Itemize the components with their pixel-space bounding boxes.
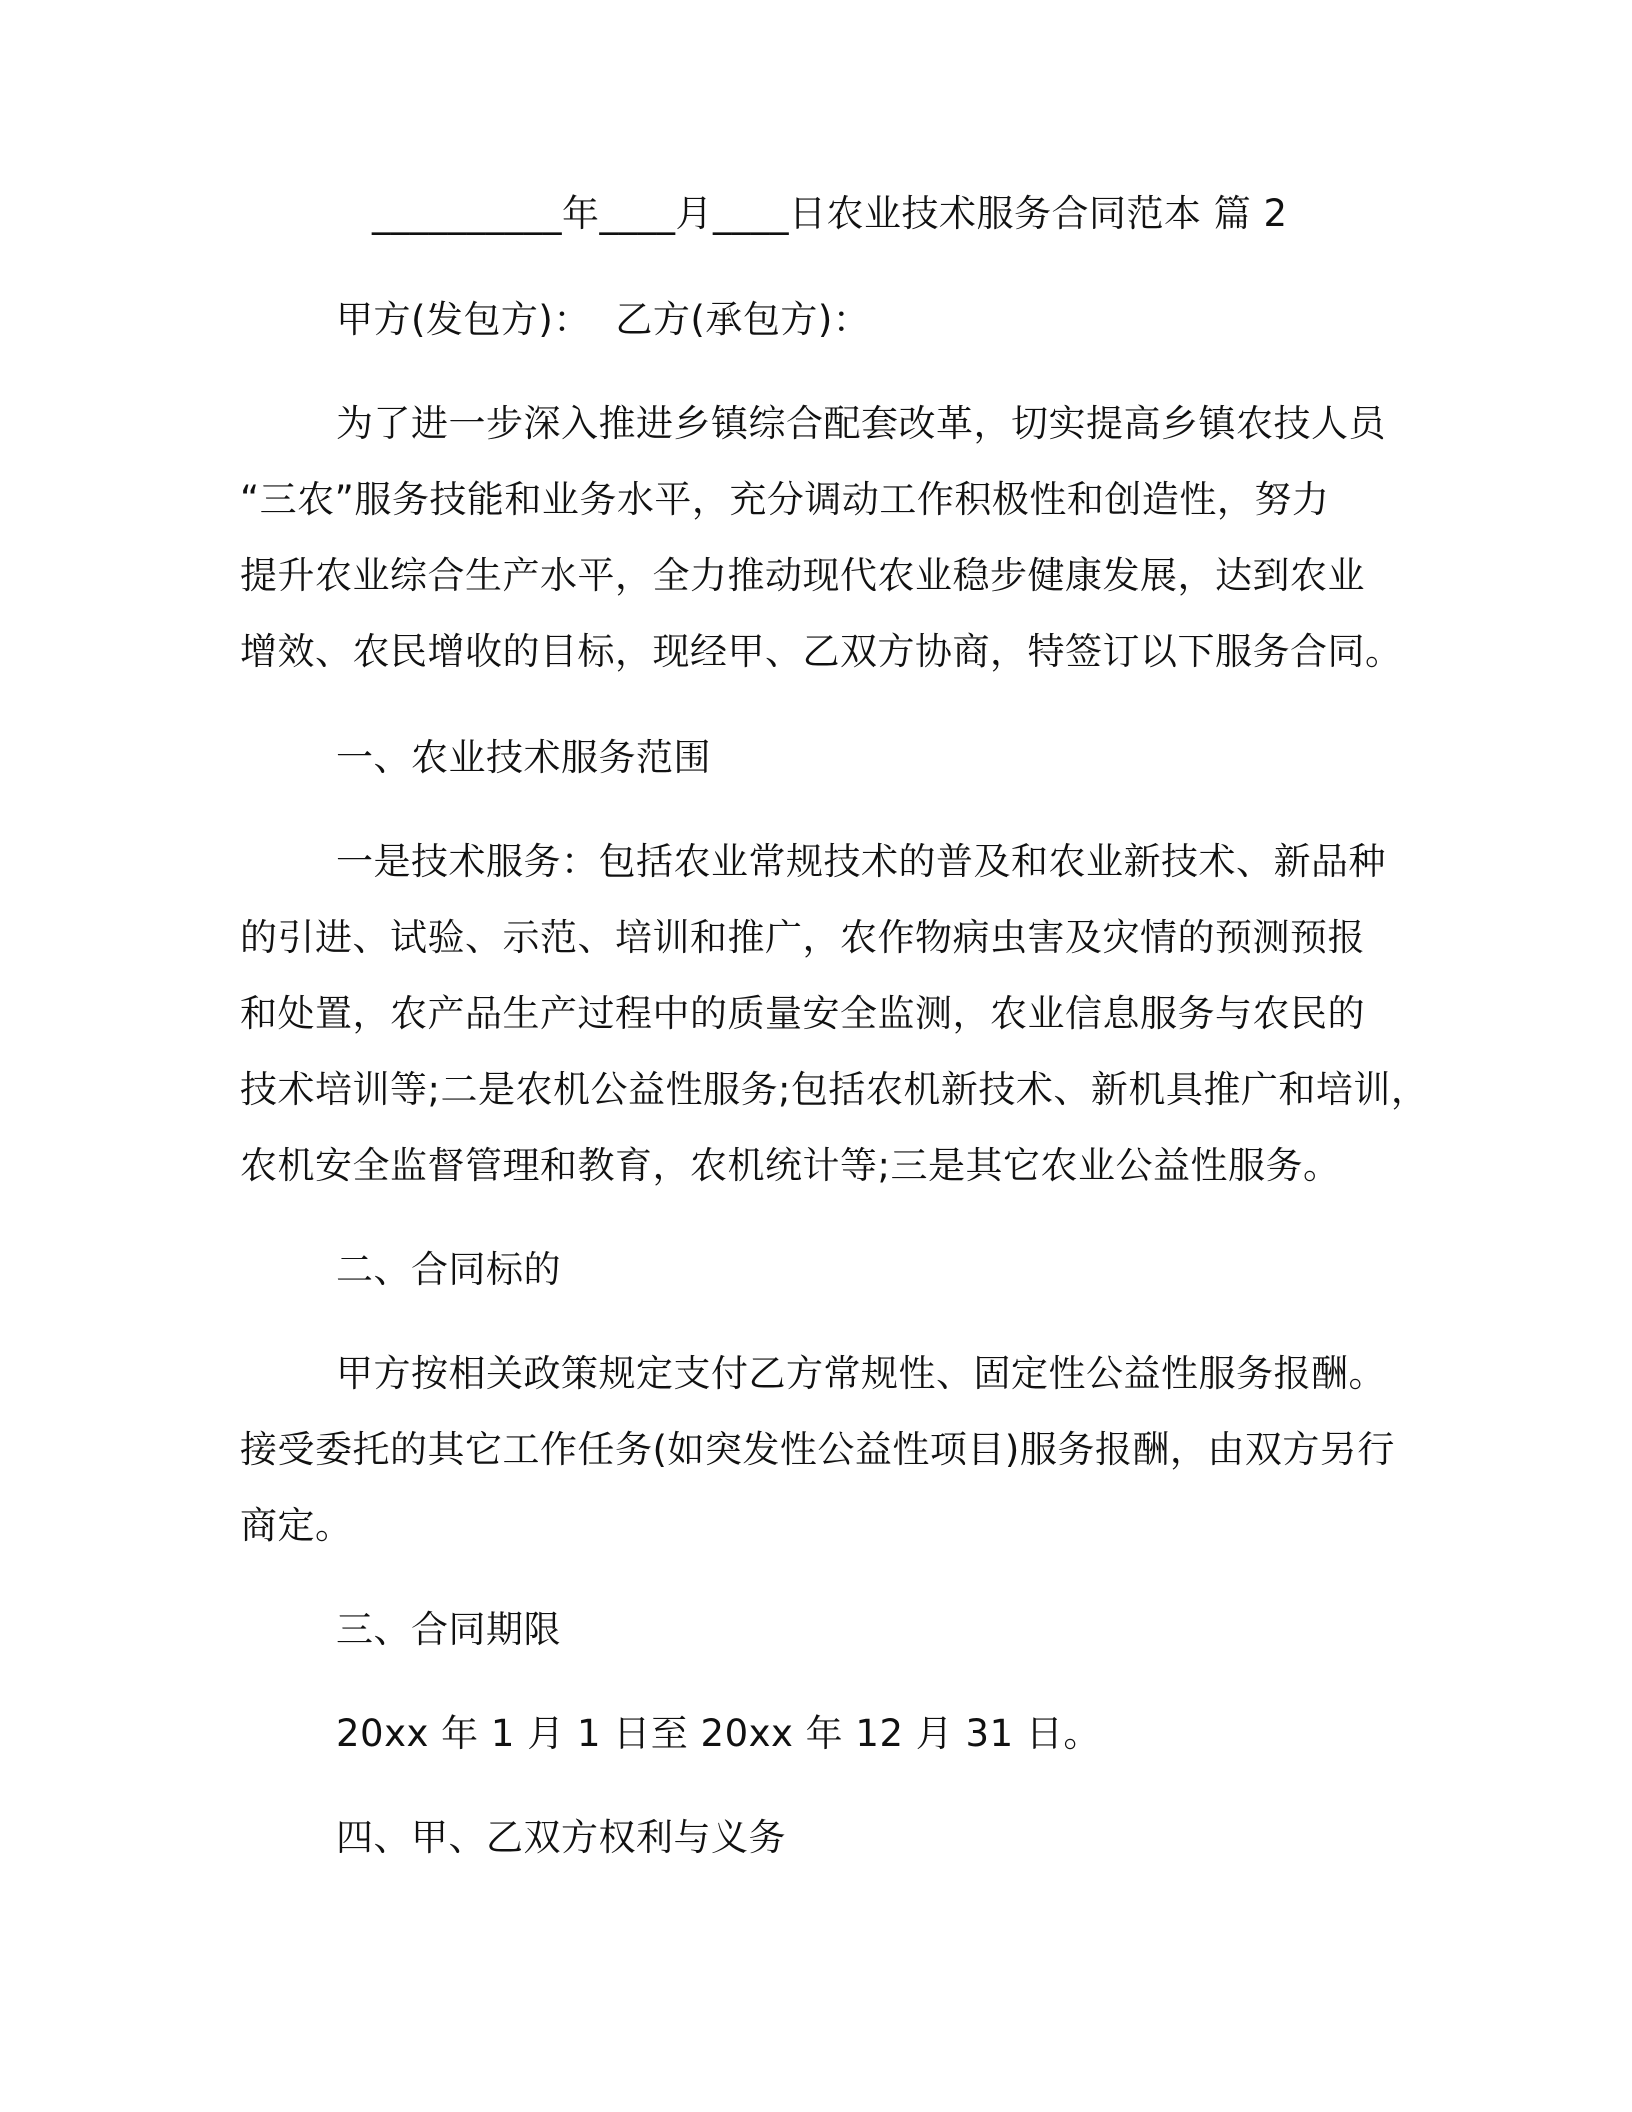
intro-line-4: 增效、农民增收的目标，现经甲、乙双方协商，特签订以下服务合同。 bbox=[240, 630, 1403, 673]
section-2-line-1: 甲方按相关政策规定支付乙方常规性、固定性公益性服务报酬。 bbox=[336, 1352, 1386, 1395]
section-3-heading: 三、合同期限 bbox=[336, 1608, 561, 1651]
section-1-line-3: 和处置，农产品生产过程中的质量安全监测，农业信息服务与农民的 bbox=[240, 992, 1365, 1035]
intro-line-2: “三农”服务技能和业务水平，充分调动工作积极性和创造性，努力 bbox=[240, 478, 1330, 521]
section-3-text: 20xx 年 1 月 1 日至 20xx 年 12 月 31 日。 bbox=[336, 1712, 1101, 1755]
section-1-line-4: 技术培训等;二是农机公益性服务;包括农机新技术、新机具推广和培训， bbox=[240, 1068, 1429, 1111]
intro-line-3: 提升农业综合生产水平，全力推动现代农业稳步健康发展，达到农业 bbox=[240, 554, 1365, 597]
section-1-line-2: 的引进、试验、示范、培训和推广，农作物病虫害及灾情的预测预报 bbox=[240, 916, 1365, 959]
section-2-heading: 二、合同标的 bbox=[336, 1248, 561, 1291]
section-1-heading: 一、农业技术服务范围 bbox=[336, 736, 711, 779]
section-2-line-2: 接受委托的其它工作任务(如突发性公益性项目)服务报酬，由双方另行 bbox=[240, 1428, 1395, 1471]
document-title: __________年____月____日农业技术服务合同范本 篇 2 bbox=[372, 192, 1288, 235]
section-4-heading: 四、甲、乙双方权利与义务 bbox=[336, 1816, 786, 1859]
section-2-line-3: 商定。 bbox=[240, 1504, 353, 1547]
party-line: 甲方(发包方)： 乙方(承包方)： bbox=[336, 298, 871, 341]
section-1-line-1: 一是技术服务：包括农业常规技术的普及和农业新技术、新品种 bbox=[336, 840, 1386, 883]
section-1-line-5: 农机安全监督管理和教育，农机统计等;三是其它农业公益性服务。 bbox=[240, 1144, 1341, 1187]
intro-line-1: 为了进一步深入推进乡镇综合配套改革，切实提高乡镇农技人员 bbox=[336, 402, 1386, 445]
